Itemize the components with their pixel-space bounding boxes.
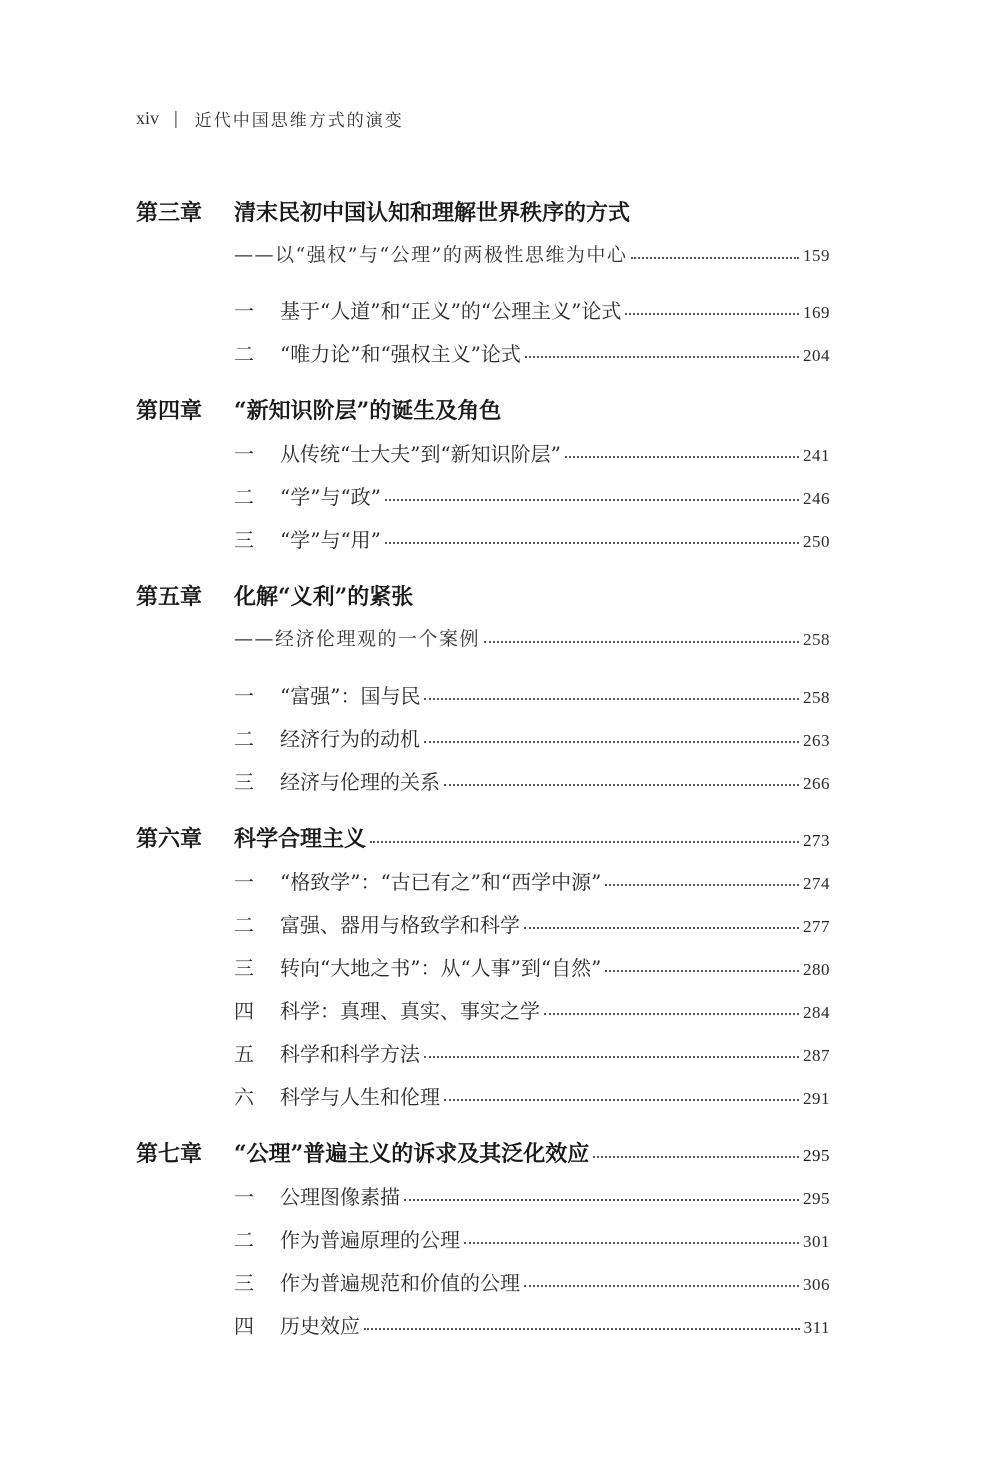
section-title: 经济与伦理的关系 — [280, 770, 440, 794]
page-ref: 273 — [803, 831, 830, 850]
page-number: xiv — [136, 108, 160, 128]
section-number: 二 — [234, 342, 254, 366]
dot-leader — [464, 1242, 799, 1244]
chapter-number: 第七章 — [136, 1141, 203, 1167]
chapter-number: 第四章 — [136, 398, 203, 424]
book-title: 近代中国思维方式的演变 — [194, 111, 404, 131]
toc-chapter-5[interactable] — [136, 580, 830, 611]
section-title: 科学和科学方法 — [280, 1042, 420, 1066]
dot-leader — [444, 784, 799, 786]
running-header — [136, 106, 404, 131]
toc-section[interactable] — [234, 1038, 830, 1067]
section-title: 作为普遍规范和价值的公理 — [280, 1271, 520, 1295]
toc-section[interactable] — [234, 438, 830, 467]
section-title: 基于“人道”和“正义”的“公理主义”论式 — [280, 299, 622, 323]
section-number: 二 — [234, 1228, 254, 1252]
dot-leader — [605, 970, 799, 972]
section-title: 科学与人生和伦理 — [280, 1085, 440, 1109]
toc-section[interactable] — [234, 1081, 830, 1110]
page-ref: 280 — [803, 960, 830, 979]
page-ref: 159 — [803, 246, 830, 265]
section-number: 一 — [234, 299, 254, 323]
section-number: 三 — [234, 528, 254, 552]
section-title: “富强”：国与民 — [280, 684, 421, 708]
toc-section[interactable] — [234, 995, 830, 1024]
chapter-subtitle: ——经济伦理观的一个案例 — [234, 628, 481, 650]
section-number: 二 — [234, 727, 254, 751]
toc-section[interactable] — [234, 338, 830, 367]
chapter-title: “公理”普遍主义的诉求及其泛化效应 — [234, 1141, 590, 1167]
page-ref: 258 — [803, 630, 830, 649]
section-title: 富强、器用与格致学和科学 — [280, 913, 520, 937]
section-number: 一 — [234, 870, 254, 894]
page-ref: 301 — [803, 1232, 830, 1251]
section-number: 二 — [234, 485, 254, 509]
section-number: 一 — [234, 442, 254, 466]
toc-section[interactable] — [234, 295, 830, 324]
toc-section[interactable] — [234, 1267, 830, 1296]
section-number: 一 — [234, 684, 254, 708]
section-number: 三 — [234, 956, 254, 980]
chapter-title: 化解“义利”的紧张 — [234, 584, 414, 610]
chapter-title: 科学合理主义 — [234, 826, 367, 852]
page-ref: 250 — [803, 532, 830, 551]
page-ref: 306 — [803, 1275, 830, 1294]
section-number: 二 — [234, 913, 254, 937]
page-ref: 258 — [803, 688, 830, 707]
toc-chapter-4[interactable] — [136, 394, 830, 425]
header-separator: | — [173, 108, 181, 129]
page-ref: 246 — [803, 489, 830, 508]
dot-leader — [631, 257, 799, 259]
section-number: 三 — [234, 1271, 254, 1295]
chapter-title: “新知识阶层”的诞生及角色 — [234, 398, 502, 424]
dot-leader — [424, 698, 799, 700]
page-ref: 169 — [803, 303, 830, 322]
page-ref: 311 — [803, 1318, 830, 1337]
section-number: 五 — [234, 1042, 254, 1066]
dot-leader — [524, 927, 799, 929]
page-ref: 287 — [803, 1046, 830, 1065]
chapter-number: 第三章 — [136, 200, 203, 226]
section-title: 转向“大地之书”：从“人事”到“自然” — [280, 956, 602, 980]
dot-leader — [605, 884, 799, 886]
toc-section[interactable] — [234, 1310, 830, 1339]
section-title: “学”与“政” — [280, 485, 381, 509]
dot-leader — [385, 499, 799, 501]
dot-leader — [424, 1056, 799, 1058]
toc-section[interactable] — [234, 866, 830, 895]
toc-section[interactable] — [234, 952, 830, 981]
section-title: “学”与“用” — [280, 528, 381, 552]
page-ref: 266 — [803, 774, 830, 793]
section-title: 公理图像素描 — [280, 1185, 400, 1209]
chapter-subtitle: ——以“强权”与“公理”的两极性思维为中心 — [234, 244, 628, 266]
page-ref: 291 — [803, 1089, 830, 1108]
section-title: “唯力论”和“强权主义”论式 — [280, 342, 521, 366]
toc-chapter-3[interactable] — [136, 196, 830, 227]
section-number: 四 — [234, 999, 254, 1023]
dot-leader — [524, 1285, 799, 1287]
dot-leader — [625, 313, 799, 315]
toc-section[interactable] — [234, 1224, 830, 1253]
page-ref: 295 — [803, 1189, 830, 1208]
section-title: “格致学”：“古已有之”和“西学中源” — [280, 870, 602, 894]
page-ref: 263 — [803, 731, 830, 750]
toc-section[interactable] — [234, 481, 830, 510]
toc-section[interactable] — [234, 723, 830, 752]
dot-leader — [364, 1328, 800, 1330]
toc-section[interactable] — [234, 766, 830, 795]
page-ref: 241 — [803, 446, 830, 465]
page-ref: 277 — [803, 917, 830, 936]
section-title: 经济行为的动机 — [280, 727, 420, 751]
dot-leader — [484, 641, 799, 643]
toc-chapter-3-subtitle[interactable] — [234, 240, 830, 267]
dot-leader — [444, 1099, 799, 1101]
dot-leader — [565, 456, 799, 458]
toc-chapter-7[interactable] — [136, 1137, 830, 1168]
chapter-number: 第五章 — [136, 584, 203, 610]
section-title: 历史效应 — [280, 1314, 360, 1338]
toc-chapter-6[interactable] — [136, 822, 830, 853]
page-ref: 274 — [803, 874, 830, 893]
chapter-title: 清末民初中国认知和理解世界秩序的方式 — [234, 200, 631, 226]
section-number: 四 — [234, 1314, 254, 1338]
dot-leader — [424, 741, 799, 743]
toc-section[interactable] — [234, 1181, 830, 1210]
page-ref: 204 — [803, 346, 830, 365]
page-ref: 295 — [803, 1146, 830, 1165]
section-title: 科学：真理、真实、事实之学 — [280, 999, 540, 1023]
dot-leader — [544, 1013, 799, 1015]
dot-leader — [525, 356, 799, 358]
dot-leader — [593, 1156, 799, 1158]
dot-leader — [385, 542, 799, 544]
section-number: 三 — [234, 770, 254, 794]
section-number: 一 — [234, 1185, 254, 1209]
dot-leader — [404, 1199, 799, 1201]
toc-section[interactable] — [234, 524, 830, 553]
toc-section[interactable] — [234, 680, 830, 709]
toc-section[interactable] — [234, 909, 830, 938]
page-ref: 284 — [803, 1003, 830, 1022]
dot-leader — [370, 841, 799, 843]
toc-chapter-5-subtitle[interactable] — [234, 624, 830, 651]
section-title: 作为普遍原理的公理 — [280, 1228, 460, 1252]
section-title: 从传统“士大夫”到“新知识阶层” — [280, 442, 561, 466]
section-number: 六 — [234, 1085, 254, 1109]
chapter-number: 第六章 — [136, 826, 203, 852]
